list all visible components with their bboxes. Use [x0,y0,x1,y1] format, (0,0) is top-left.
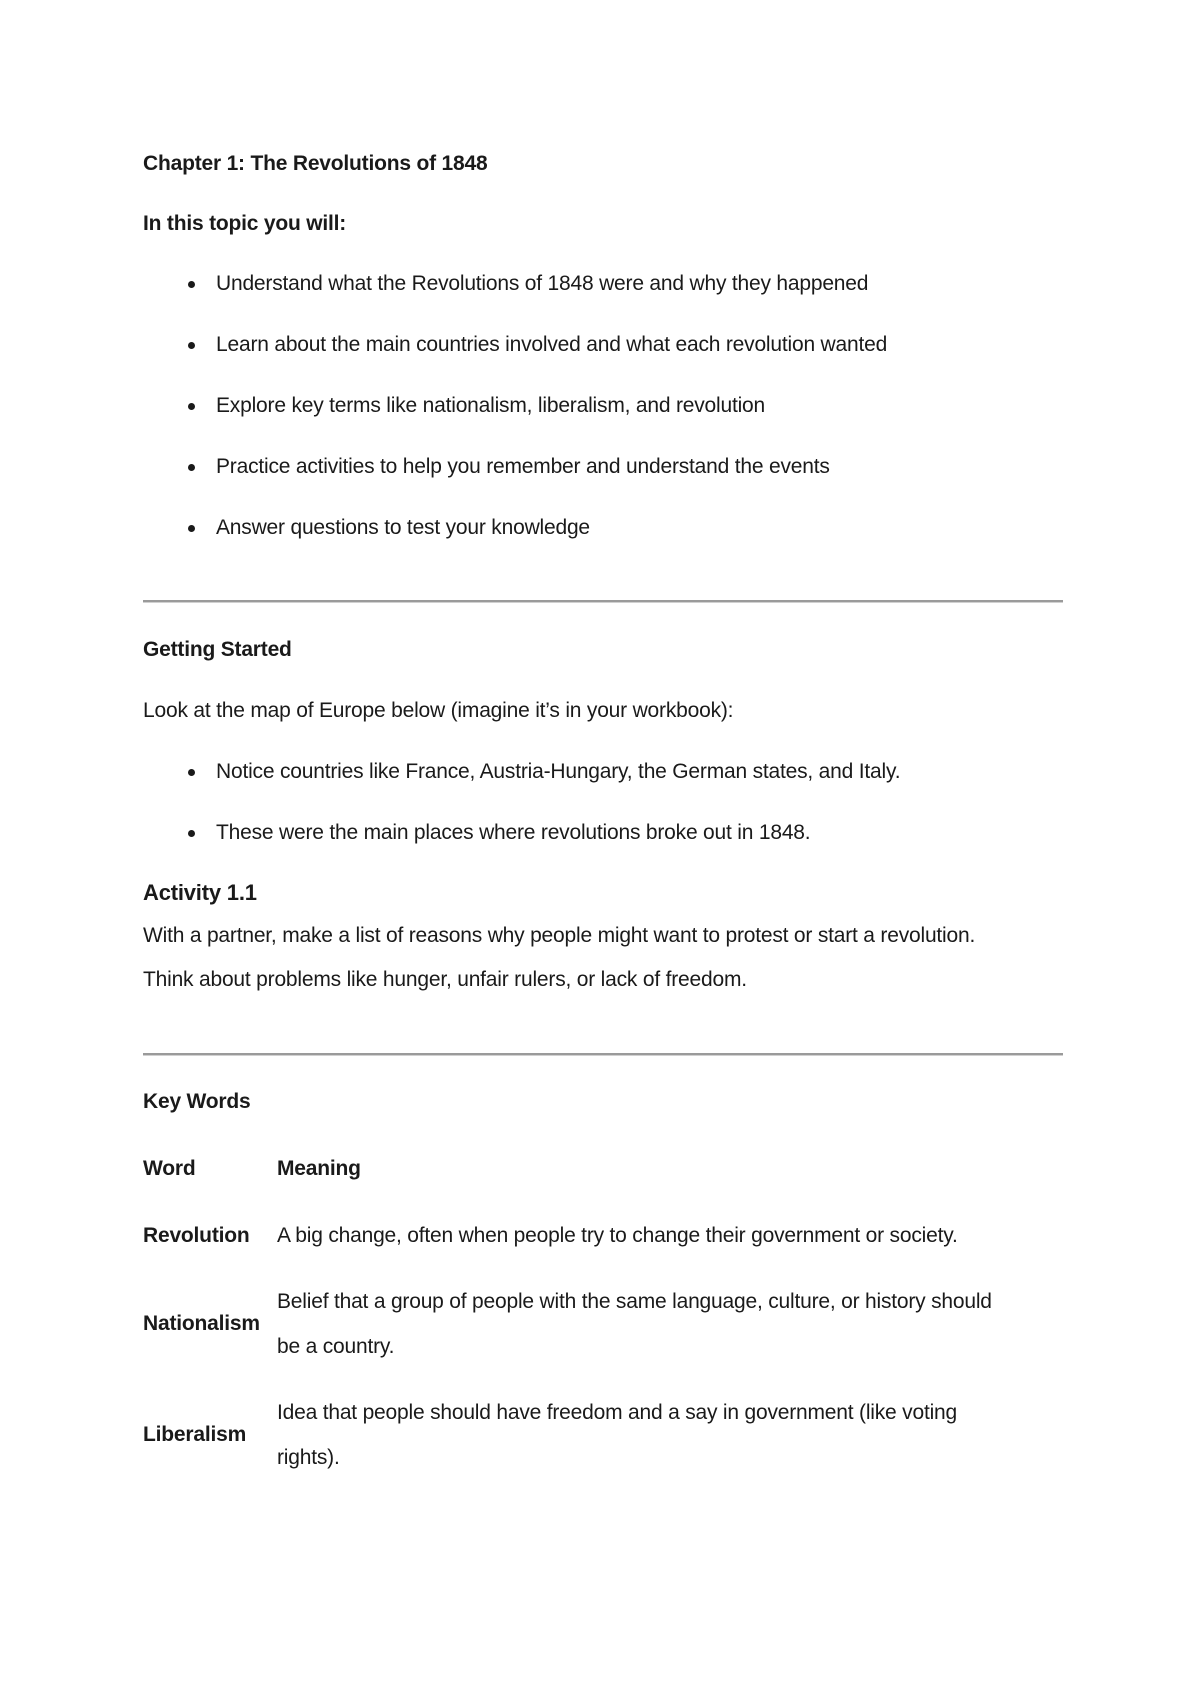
getting-started-heading: Getting Started [143,638,292,661]
table-cell-word: Liberalism [143,1423,247,1446]
bullet-icon [188,342,195,349]
table-cell-meaning-continued: be a country. [277,1335,395,1358]
table-cell-word: Nationalism [143,1312,260,1335]
list-item-text: Explore key terms like nationalism, liberalism, and revolution [216,394,766,417]
list-item-text: Answer questions to test your knowledge [216,516,590,539]
column-header-word: Word [143,1157,196,1180]
section-divider [143,1053,1063,1056]
table-cell-meaning: A big change, often when people try to change their government or society. [277,1224,958,1247]
list-item-text: Understand what the Revolutions of 1848 were and why they happened [216,272,869,295]
list-item-text: Notice countries like France, Austria-Hungary, the German states, and Italy. [216,760,901,783]
objectives-heading: In this topic you will: [143,212,347,235]
table-cell-word: Revolution [143,1224,250,1247]
bullet-icon [188,281,195,288]
activity-line-2: Think about problems like hunger, unfair rulers, or lack of freedom. [143,968,747,991]
bullet-icon [188,769,195,776]
activity-heading: Activity 1.1 [143,880,257,905]
bullet-icon [188,464,195,471]
activity-line-1: With a partner, make a list of reasons why people might want to protest or start a revolution. [143,924,976,947]
getting-started-intro: Look at the map of Europe below (imagine it’s in your workbook): [143,699,734,722]
section-divider [143,600,1063,603]
list-item-text: Learn about the main countries involved and what each revolution wanted [216,333,888,356]
chapter-title: Chapter 1: The Revolutions of 1848 [143,152,488,175]
bullet-icon [188,403,195,410]
table-cell-meaning-continued: rights). [277,1446,340,1469]
list-item-text: These were the main places where revolutions broke out in 1848. [216,821,811,844]
table-cell-meaning: Belief that a group of people with the same language, culture, or history should [277,1290,992,1313]
column-header-meaning: Meaning [277,1157,361,1180]
list-item-text: Practice activities to help you remember and understand the events [216,455,830,478]
table-cell-meaning: Idea that people should have freedom and a say in government (like voting [277,1401,958,1424]
key-words-heading: Key Words [143,1090,251,1113]
bullet-icon [188,830,195,837]
bullet-icon [188,525,195,532]
